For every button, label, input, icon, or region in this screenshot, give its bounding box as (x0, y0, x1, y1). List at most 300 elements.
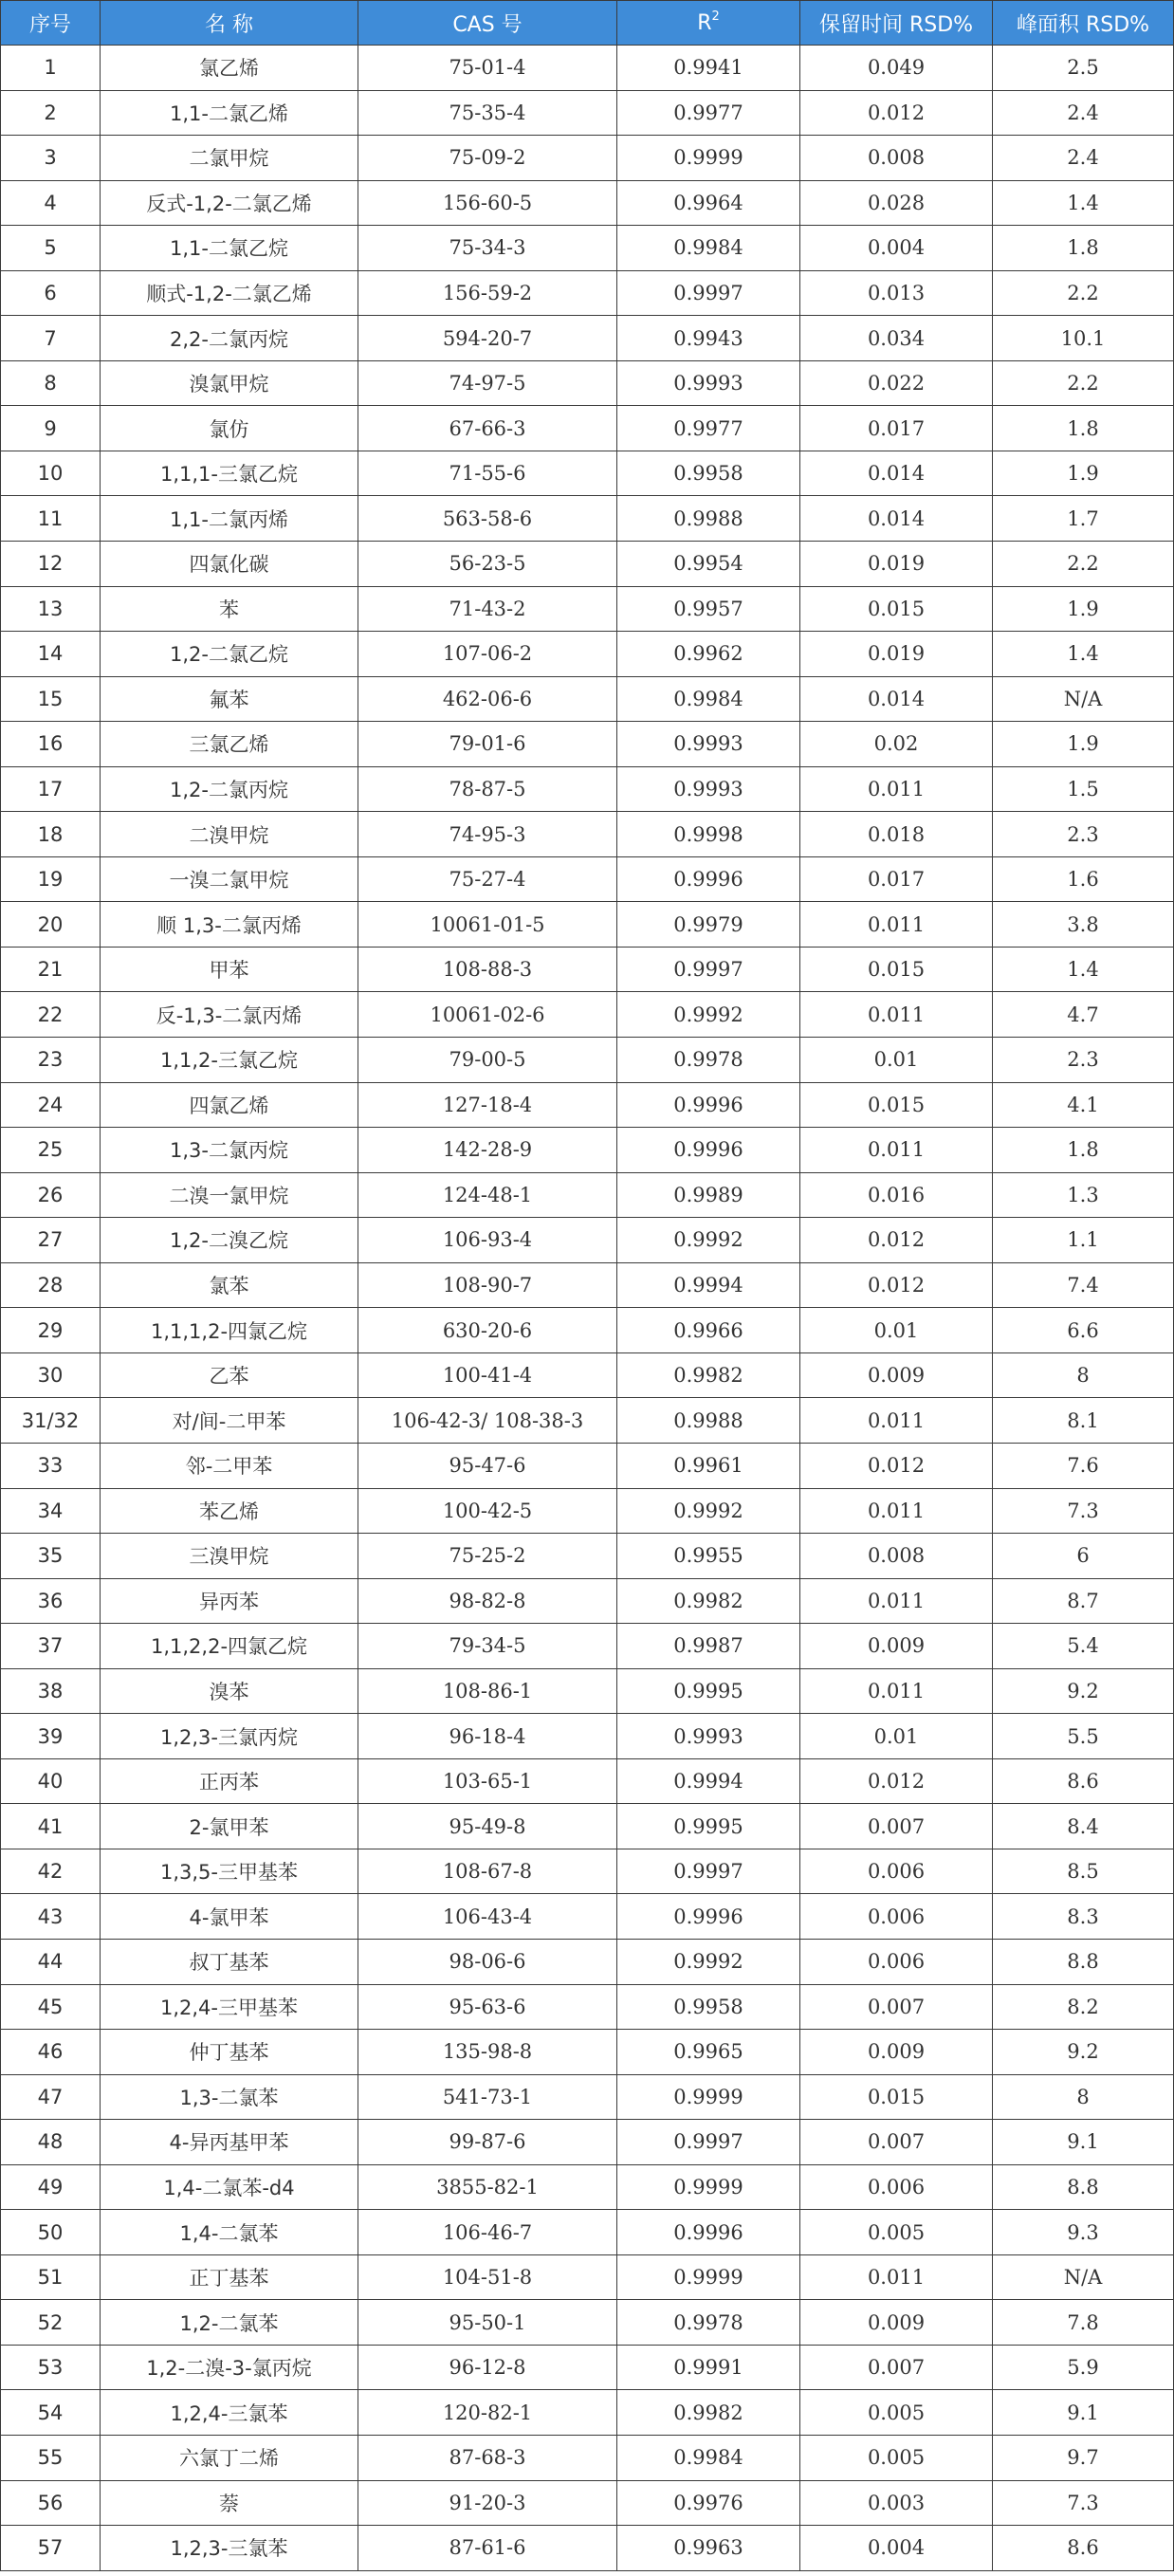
cell-index: 35 (1, 1534, 101, 1579)
cell-index: 47 (1, 2074, 101, 2120)
cell-name: 四氯化碳 (101, 542, 358, 587)
cell-name: 1,3-二氯丙烷 (101, 1128, 358, 1173)
cell-area-rsd: 8.7 (993, 1578, 1174, 1624)
cell-area-rsd: 2.5 (993, 46, 1174, 91)
cell-area-rsd: 7.3 (993, 1488, 1174, 1534)
cell-r2: 0.9984 (617, 676, 800, 722)
table-row (1, 1939, 1174, 1984)
cell-name: 1,2-二氯苯 (101, 2300, 358, 2346)
cell-cas: 10061-02-6 (358, 992, 617, 1038)
cell-retention-rsd: 0.012 (800, 90, 993, 136)
cell-r2: 0.9984 (617, 2435, 800, 2480)
cell-area-rsd: 1.4 (993, 632, 1174, 677)
cell-r2: 0.9978 (617, 1038, 800, 1083)
cell-name: 叔丁基苯 (101, 1939, 358, 1984)
cell-r2: 0.9993 (617, 1714, 800, 1759)
cell-cas: 98-82-8 (358, 1578, 617, 1624)
cell-name: 溴氯甲烷 (101, 360, 358, 406)
cell-r2: 0.9982 (617, 2390, 800, 2436)
cell-index: 51 (1, 2254, 101, 2300)
cell-name: 顺式-1,2-二氯乙烯 (101, 270, 358, 316)
cell-retention-rsd: 0.011 (800, 1128, 993, 1173)
cell-area-rsd: 8.1 (993, 1398, 1174, 1444)
cell-name: 1,1-二氯丙烯 (101, 496, 358, 542)
cell-name: 1,2-二溴乙烷 (101, 1218, 358, 1263)
cell-name: 反式-1,2-二氯乙烯 (101, 180, 358, 226)
table-row (1, 1082, 1174, 1128)
table-row (1, 1488, 1174, 1534)
cell-index: 44 (1, 1939, 101, 1984)
cell-retention-rsd: 0.007 (800, 2345, 993, 2390)
cell-cas: 142-28-9 (358, 1128, 617, 1173)
cell-index: 29 (1, 1308, 101, 1353)
cell-index: 14 (1, 632, 101, 677)
cell-name: 1,2,4-三氯苯 (101, 2390, 358, 2436)
table-row (1, 2526, 1174, 2571)
cell-area-rsd: 1.9 (993, 722, 1174, 767)
cell-name: 一溴二氯甲烷 (101, 856, 358, 902)
header-area-rsd: 峰面积 RSD% (993, 1, 1174, 46)
cell-name: 溴苯 (101, 1668, 358, 1714)
cell-index: 2 (1, 90, 101, 136)
table-row (1, 1218, 1174, 1263)
cell-retention-rsd: 0.005 (800, 2435, 993, 2480)
cell-area-rsd: 9.7 (993, 2435, 1174, 2480)
cell-area-rsd: 2.3 (993, 812, 1174, 857)
cell-index: 12 (1, 542, 101, 587)
header-r2 (617, 1, 800, 46)
cell-retention-rsd: 0.007 (800, 2120, 993, 2165)
cell-r2: 0.9961 (617, 1443, 800, 1488)
cell-area-rsd: 1.4 (993, 947, 1174, 992)
cell-area-rsd: 9.2 (993, 2030, 1174, 2075)
cell-r2: 0.9996 (617, 1128, 800, 1173)
header-cas: CAS 号 (358, 1, 617, 46)
cell-retention-rsd: 0.006 (800, 1849, 993, 1894)
cell-area-rsd: 7.3 (993, 2480, 1174, 2526)
cell-cas: 75-27-4 (358, 856, 617, 902)
cell-r2: 0.9996 (617, 1082, 800, 1128)
cell-area-rsd: 1.9 (993, 451, 1174, 496)
cell-r2: 0.9958 (617, 451, 800, 496)
cell-retention-rsd: 0.011 (800, 1488, 993, 1534)
cell-area-rsd: 6 (993, 1534, 1174, 1579)
table-row (1, 2074, 1174, 2120)
header-name: 名 称 (101, 1, 358, 46)
cell-r2: 0.9976 (617, 2480, 800, 2526)
cell-name: 1,2-二溴-3-氯丙烷 (101, 2345, 358, 2390)
cell-cas: 95-47-6 (358, 1443, 617, 1488)
table-row (1, 1038, 1174, 1083)
cell-area-rsd: 2.3 (993, 1038, 1174, 1083)
cell-index: 53 (1, 2345, 101, 2390)
cell-area-rsd: 1.8 (993, 1128, 1174, 1173)
table-row (1, 1128, 1174, 1173)
cell-retention-rsd: 0.017 (800, 856, 993, 902)
cell-cas: 74-95-3 (358, 812, 617, 857)
table-row (1, 2345, 1174, 2390)
cell-r2: 0.9997 (617, 270, 800, 316)
header-row (1, 1, 1174, 46)
cell-retention-rsd: 0.006 (800, 1939, 993, 1984)
cell-cas: 135-98-8 (358, 2030, 617, 2075)
table-row (1, 1668, 1174, 1714)
cell-name: 二溴一氯甲烷 (101, 1172, 358, 1218)
cell-area-rsd: 4.7 (993, 992, 1174, 1038)
cell-r2: 0.9988 (617, 1398, 800, 1444)
cell-cas: 124-48-1 (358, 1172, 617, 1218)
table-row (1, 2030, 1174, 2075)
cell-area-rsd: 8 (993, 1352, 1174, 1398)
table-row (1, 2164, 1174, 2210)
cell-name: 对/间-二甲苯 (101, 1398, 358, 1444)
cell-index: 13 (1, 586, 101, 632)
table-row (1, 136, 1174, 181)
cell-index: 18 (1, 812, 101, 857)
cell-area-rsd: 9.2 (993, 1668, 1174, 1714)
cell-retention-rsd: 0.009 (800, 2030, 993, 2075)
cell-name: 2-氯甲苯 (101, 1804, 358, 1849)
cell-index: 55 (1, 2435, 101, 2480)
cell-area-rsd: 8.6 (993, 1758, 1174, 1804)
table-row (1, 722, 1174, 767)
cell-name: 氯仿 (101, 406, 358, 451)
cell-name: 正丁基苯 (101, 2254, 358, 2300)
cell-area-rsd: 1.9 (993, 586, 1174, 632)
cell-retention-rsd: 0.011 (800, 1668, 993, 1714)
cell-index: 43 (1, 1894, 101, 1940)
cell-cas: 96-12-8 (358, 2345, 617, 2390)
cell-retention-rsd: 0.011 (800, 1398, 993, 1444)
cell-name: 异丙苯 (101, 1578, 358, 1624)
cell-r2: 0.9999 (617, 136, 800, 181)
cell-cas: 630-20-6 (358, 1308, 617, 1353)
cell-retention-rsd: 0.014 (800, 676, 993, 722)
cell-cas: 104-51-8 (358, 2254, 617, 2300)
cell-cas: 108-67-8 (358, 1849, 617, 1894)
table-row (1, 2390, 1174, 2436)
cell-r2: 0.9977 (617, 90, 800, 136)
cell-r2: 0.9966 (617, 1308, 800, 1353)
cell-index: 6 (1, 270, 101, 316)
cell-index: 19 (1, 856, 101, 902)
table-row (1, 90, 1174, 136)
cell-area-rsd: 8.8 (993, 1939, 1174, 1984)
cell-index: 49 (1, 2164, 101, 2210)
cell-retention-rsd: 0.034 (800, 316, 993, 361)
cell-cas: 108-86-1 (358, 1668, 617, 1714)
cell-name: 邻-二甲苯 (101, 1443, 358, 1488)
cell-cas: 71-55-6 (358, 451, 617, 496)
cell-area-rsd: 8.6 (993, 2526, 1174, 2571)
cell-retention-rsd: 0.015 (800, 2074, 993, 2120)
cell-name: 1,2-二氯乙烷 (101, 632, 358, 677)
table-row (1, 1758, 1174, 1804)
table-row (1, 2254, 1174, 2300)
cell-index: 33 (1, 1443, 101, 1488)
cell-area-rsd: N/A (993, 676, 1174, 722)
table-row (1, 586, 1174, 632)
cell-index: 22 (1, 992, 101, 1038)
cell-r2: 0.9995 (617, 1804, 800, 1849)
table-row (1, 1894, 1174, 1940)
cell-r2: 0.9958 (617, 1984, 800, 2030)
cell-retention-rsd: 0.028 (800, 180, 993, 226)
cell-retention-rsd: 0.005 (800, 2390, 993, 2436)
cell-retention-rsd: 0.009 (800, 2300, 993, 2346)
table-row (1, 406, 1174, 451)
cell-cas: 79-00-5 (358, 1038, 617, 1083)
cell-index: 27 (1, 1218, 101, 1263)
cell-cas: 120-82-1 (358, 2390, 617, 2436)
cell-index: 1 (1, 46, 101, 91)
cell-retention-rsd: 0.004 (800, 226, 993, 271)
cell-cas: 594-20-7 (358, 316, 617, 361)
cell-index: 56 (1, 2480, 101, 2526)
table-row (1, 1262, 1174, 1308)
cell-name: 1,1,2,2-四氯乙烷 (101, 1624, 358, 1669)
cell-name: 1,1,1-三氯乙烷 (101, 451, 358, 496)
table-row (1, 46, 1174, 91)
cell-r2: 0.9978 (617, 2300, 800, 2346)
cell-cas: 3855-82-1 (358, 2164, 617, 2210)
cell-name: 三溴甲烷 (101, 1534, 358, 1579)
cell-retention-rsd: 0.008 (800, 136, 993, 181)
cell-area-rsd: 2.4 (993, 136, 1174, 181)
table-row (1, 360, 1174, 406)
table-row (1, 1984, 1174, 2030)
cell-r2: 0.9992 (617, 1218, 800, 1263)
cell-cas: 75-34-3 (358, 226, 617, 271)
cell-index: 37 (1, 1624, 101, 1669)
cell-name: 仲丁基苯 (101, 2030, 358, 2075)
cell-area-rsd: 5.5 (993, 1714, 1174, 1759)
cell-retention-rsd: 0.014 (800, 496, 993, 542)
cell-index: 30 (1, 1352, 101, 1398)
cell-retention-rsd: 0.018 (800, 812, 993, 857)
table-row (1, 1534, 1174, 1579)
cell-retention-rsd: 0.009 (800, 1352, 993, 1398)
header-r2-superscript: 2 (711, 9, 720, 24)
cell-retention-rsd: 0.01 (800, 1038, 993, 1083)
cell-retention-rsd: 0.02 (800, 722, 993, 767)
cell-cas: 103-65-1 (358, 1758, 617, 1804)
cell-cas: 106-93-4 (358, 1218, 617, 1263)
cell-r2: 0.9993 (617, 722, 800, 767)
cell-cas: 75-09-2 (358, 136, 617, 181)
cell-cas: 106-46-7 (358, 2210, 617, 2255)
cell-area-rsd: 1.5 (993, 766, 1174, 812)
cell-index: 48 (1, 2120, 101, 2165)
table-row (1, 676, 1174, 722)
table-row (1, 812, 1174, 857)
cell-name: 四氯乙烯 (101, 1082, 358, 1128)
cell-r2: 0.9989 (617, 1172, 800, 1218)
cell-area-rsd: 8 (993, 2074, 1174, 2120)
cell-area-rsd: 2.2 (993, 360, 1174, 406)
cell-cas: 95-49-8 (358, 1804, 617, 1849)
cell-cas: 462-06-6 (358, 676, 617, 722)
cell-cas: 87-68-3 (358, 2435, 617, 2480)
cell-area-rsd: 3.8 (993, 902, 1174, 948)
cell-area-rsd: 7.6 (993, 1443, 1174, 1488)
cell-cas: 99-87-6 (358, 2120, 617, 2165)
cell-index: 9 (1, 406, 101, 451)
cell-r2: 0.9979 (617, 902, 800, 948)
cell-r2: 0.9996 (617, 2210, 800, 2255)
table-row (1, 1308, 1174, 1353)
cell-area-rsd: 7.8 (993, 2300, 1174, 2346)
table-row (1, 180, 1174, 226)
cell-name: 1,3,5-三甲基苯 (101, 1849, 358, 1894)
cell-name: 六氯丁二烯 (101, 2435, 358, 2480)
cell-r2: 0.9992 (617, 1488, 800, 1534)
cell-index: 25 (1, 1128, 101, 1173)
cell-area-rsd: 1.8 (993, 226, 1174, 271)
cell-area-rsd: 8.3 (993, 1894, 1174, 1940)
cell-cas: 100-41-4 (358, 1352, 617, 1398)
table-row (1, 451, 1174, 496)
cell-name: 1,2,3-三氯丙烷 (101, 1714, 358, 1759)
cell-r2: 0.9954 (617, 542, 800, 587)
cell-r2: 0.9984 (617, 226, 800, 271)
cell-r2: 0.9994 (617, 1262, 800, 1308)
cell-area-rsd: 1.4 (993, 180, 1174, 226)
cell-area-rsd: 2.2 (993, 542, 1174, 587)
cell-index: 7 (1, 316, 101, 361)
table-body (1, 46, 1174, 2571)
cell-cas: 56-23-5 (358, 542, 617, 587)
cell-r2: 0.9996 (617, 1894, 800, 1940)
cell-area-rsd: 2.4 (993, 90, 1174, 136)
cell-name: 氟苯 (101, 676, 358, 722)
cell-index: 23 (1, 1038, 101, 1083)
cell-index: 57 (1, 2526, 101, 2571)
cell-r2: 0.9994 (617, 1758, 800, 1804)
cell-r2: 0.9964 (617, 180, 800, 226)
cell-cas: 79-34-5 (358, 1624, 617, 1669)
cell-retention-rsd: 0.004 (800, 2526, 993, 2571)
cell-retention-rsd: 0.011 (800, 1578, 993, 1624)
cell-area-rsd: 7.4 (993, 1262, 1174, 1308)
cell-retention-rsd: 0.003 (800, 2480, 993, 2526)
cell-name: 顺 1,3-二氯丙烯 (101, 902, 358, 948)
cell-index: 16 (1, 722, 101, 767)
cell-retention-rsd: 0.007 (800, 1804, 993, 1849)
cell-cas: 107-06-2 (358, 632, 617, 677)
cell-index: 34 (1, 1488, 101, 1534)
table-row (1, 1398, 1174, 1444)
table-header (1, 1, 1174, 46)
cell-retention-rsd: 0.014 (800, 451, 993, 496)
cell-area-rsd: 2.2 (993, 270, 1174, 316)
cell-r2: 0.9993 (617, 766, 800, 812)
cell-area-rsd: 1.3 (993, 1172, 1174, 1218)
cell-retention-rsd: 0.006 (800, 2164, 993, 2210)
cell-index: 39 (1, 1714, 101, 1759)
table-row (1, 226, 1174, 271)
cell-name: 正丙苯 (101, 1758, 358, 1804)
cell-r2: 0.9955 (617, 1534, 800, 1579)
cell-retention-rsd: 0.022 (800, 360, 993, 406)
table-row (1, 1172, 1174, 1218)
header-retention-rsd: 保留时间 RSD% (800, 1, 993, 46)
table-row (1, 1849, 1174, 1894)
cell-index: 5 (1, 226, 101, 271)
cell-name: 1,1,1,2-四氯乙烷 (101, 1308, 358, 1353)
cell-cas: 10061-01-5 (358, 902, 617, 948)
cell-retention-rsd: 0.011 (800, 992, 993, 1038)
cell-name: 4-异丙基甲苯 (101, 2120, 358, 2165)
cell-retention-rsd: 0.006 (800, 1894, 993, 1940)
cell-retention-rsd: 0.017 (800, 406, 993, 451)
cell-index: 28 (1, 1262, 101, 1308)
cell-name: 甲苯 (101, 947, 358, 992)
cell-cas: 98-06-6 (358, 1939, 617, 1984)
cell-retention-rsd: 0.012 (800, 1262, 993, 1308)
cell-index: 3 (1, 136, 101, 181)
table-row (1, 766, 1174, 812)
cell-cas: 91-20-3 (358, 2480, 617, 2526)
cell-retention-rsd: 0.016 (800, 1172, 993, 1218)
cell-cas: 79-01-6 (358, 722, 617, 767)
cell-index: 20 (1, 902, 101, 948)
table-row (1, 2120, 1174, 2165)
cell-area-rsd: 9.1 (993, 2120, 1174, 2165)
table-row (1, 2435, 1174, 2480)
cell-name: 1,2,3-三氯苯 (101, 2526, 358, 2571)
cell-name: 萘 (101, 2480, 358, 2526)
table-row (1, 316, 1174, 361)
cell-index: 24 (1, 1082, 101, 1128)
cell-index: 10 (1, 451, 101, 496)
cell-index: 54 (1, 2390, 101, 2436)
cell-retention-rsd: 0.01 (800, 1308, 993, 1353)
cell-index: 46 (1, 2030, 101, 2075)
cell-cas: 67-66-3 (358, 406, 617, 451)
cell-name: 1,4-二氯苯-d4 (101, 2164, 358, 2210)
cell-name: 二溴甲烷 (101, 812, 358, 857)
cell-index: 4 (1, 180, 101, 226)
cell-area-rsd: 5.9 (993, 2345, 1174, 2390)
cell-index: 8 (1, 360, 101, 406)
cell-index: 52 (1, 2300, 101, 2346)
cell-index: 36 (1, 1578, 101, 1624)
cell-cas: 106-43-4 (358, 1894, 617, 1940)
cell-cas: 156-59-2 (358, 270, 617, 316)
table-row (1, 542, 1174, 587)
cell-index: 17 (1, 766, 101, 812)
cell-area-rsd: 8.4 (993, 1804, 1174, 1849)
cell-r2: 0.9993 (617, 360, 800, 406)
cell-name: 1,3-二氯苯 (101, 2074, 358, 2120)
cell-name: 1,2,4-三甲基苯 (101, 1984, 358, 2030)
cell-name: 1,4-二氯苯 (101, 2210, 358, 2255)
cell-area-rsd: 1.8 (993, 406, 1174, 451)
cell-cas: 541-73-1 (358, 2074, 617, 2120)
cell-cas: 75-35-4 (358, 90, 617, 136)
cell-r2: 0.9977 (617, 406, 800, 451)
cell-index: 40 (1, 1758, 101, 1804)
cell-retention-rsd: 0.019 (800, 542, 993, 587)
cell-retention-rsd: 0.011 (800, 2254, 993, 2300)
cell-index: 50 (1, 2210, 101, 2255)
table-row (1, 1624, 1174, 1669)
cell-cas: 71-43-2 (358, 586, 617, 632)
cell-area-rsd: 8.5 (993, 1849, 1174, 1894)
cell-area-rsd: N/A (993, 2254, 1174, 2300)
table-row (1, 992, 1174, 1038)
